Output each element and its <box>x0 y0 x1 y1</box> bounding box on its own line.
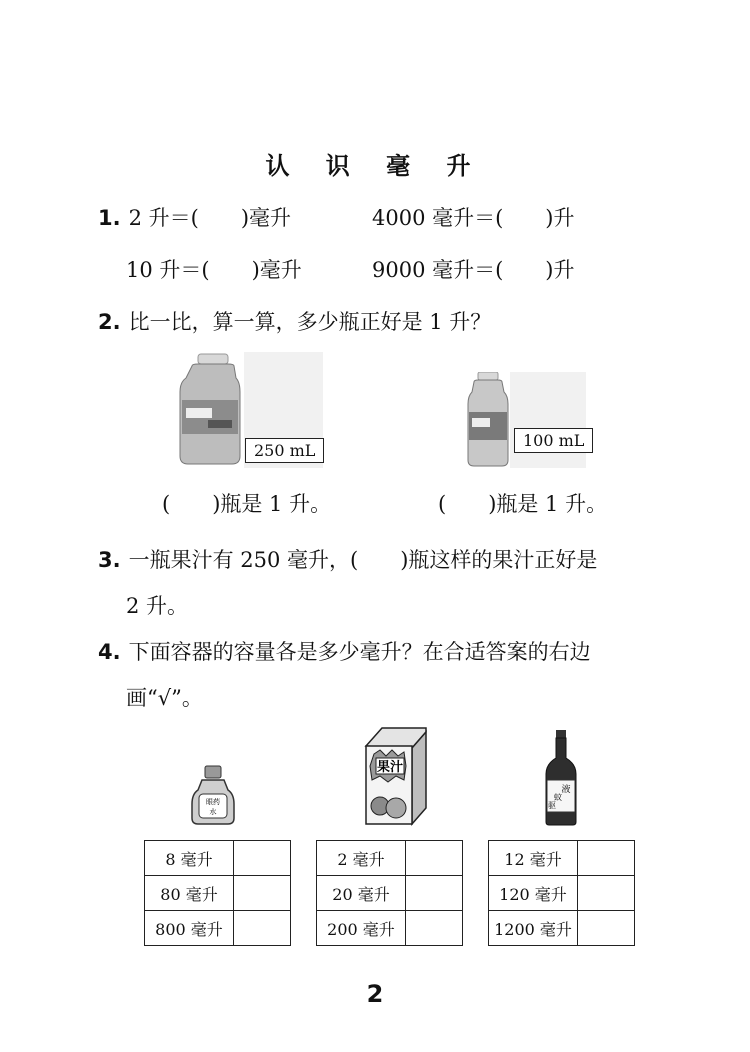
bottle-100ml-label: 100 mL <box>514 428 593 453</box>
q3-prompt <box>98 544 597 574</box>
option-label: 120 毫升 <box>489 876 578 911</box>
option-label: 1200 毫升 <box>489 911 578 946</box>
check-cell[interactable] <box>234 911 291 946</box>
table-row <box>489 876 635 911</box>
check-cell[interactable] <box>578 911 635 946</box>
q3-text-line1: 一瓶果汁有 250 毫升，( )瓶这样的果汁正好是 <box>128 548 598 572</box>
table-row <box>145 841 291 876</box>
table-row <box>489 911 635 946</box>
table-row <box>489 841 635 876</box>
q1-number: 1. <box>98 206 121 230</box>
medicine-bottle-icon <box>190 764 236 826</box>
q1-item: 4000 毫升＝( )升 <box>372 206 575 230</box>
option-label: 80 毫升 <box>145 876 234 911</box>
check-cell[interactable] <box>578 841 635 876</box>
container-label-text: 蚊 <box>554 793 562 802</box>
capacity-table-2 <box>316 840 463 946</box>
option-label: 8 毫升 <box>145 841 234 876</box>
container-label-text: 驱 <box>548 801 556 810</box>
bottle-250ml-label: 250 mL <box>245 438 324 463</box>
q4-text-line1: 下面容器的容量各是多少毫升？在合适答案的右边 <box>128 640 591 664</box>
container-label-text: 水 <box>209 808 217 816</box>
page-title: 认 识 毫 升 <box>265 151 485 180</box>
check-cell[interactable] <box>406 876 463 911</box>
option-label: 800 毫升 <box>145 911 234 946</box>
check-cell[interactable] <box>406 841 463 876</box>
q2-answer-1: ( )瓶是 1 升。 <box>162 492 332 516</box>
bottle-100ml-photo <box>466 372 586 468</box>
check-cell[interactable] <box>234 876 291 911</box>
table-row <box>317 876 463 911</box>
page-number: 2 <box>366 980 384 1008</box>
q1-item: 9000 毫升＝( )升 <box>372 258 575 282</box>
q3-text-line2: 2 升。 <box>126 594 189 618</box>
capacity-table-3 <box>488 840 635 946</box>
q4-prompt <box>98 636 591 666</box>
q1-item: 10 升＝( )毫升 <box>126 258 302 282</box>
q2-number: 2. <box>98 310 121 334</box>
liquid-bottle-icon <box>544 730 578 826</box>
q1-item: 2 升＝( )毫升 <box>128 206 292 230</box>
q2-text: 比一比，算一算，多少瓶正好是 1 升？ <box>128 310 492 334</box>
option-label: 20 毫升 <box>317 876 406 911</box>
q1-line-1 <box>98 202 291 232</box>
capacity-table-1 <box>144 840 291 946</box>
check-cell[interactable] <box>234 841 291 876</box>
option-label: 200 毫升 <box>317 911 406 946</box>
option-label: 12 毫升 <box>489 841 578 876</box>
container-label-text: 液 <box>561 785 571 795</box>
juice-carton-icon <box>360 726 430 826</box>
container-label-text: 眼药 <box>206 798 220 806</box>
option-label: 2 毫升 <box>317 841 406 876</box>
q4-number: 4. <box>98 640 121 664</box>
check-cell[interactable] <box>578 876 635 911</box>
container-label-text: 果汁 <box>376 760 404 775</box>
milk-bottle-icon <box>466 372 586 468</box>
table-row <box>145 876 291 911</box>
q4-text-line2: 画“√”。 <box>126 686 203 710</box>
table-row <box>145 911 291 946</box>
check-cell[interactable] <box>406 911 463 946</box>
q2-answer-2: ( )瓶是 1 升。 <box>438 492 608 516</box>
q2-prompt <box>98 306 491 336</box>
q3-number: 3. <box>98 548 121 572</box>
table-row <box>317 911 463 946</box>
table-row <box>317 841 463 876</box>
